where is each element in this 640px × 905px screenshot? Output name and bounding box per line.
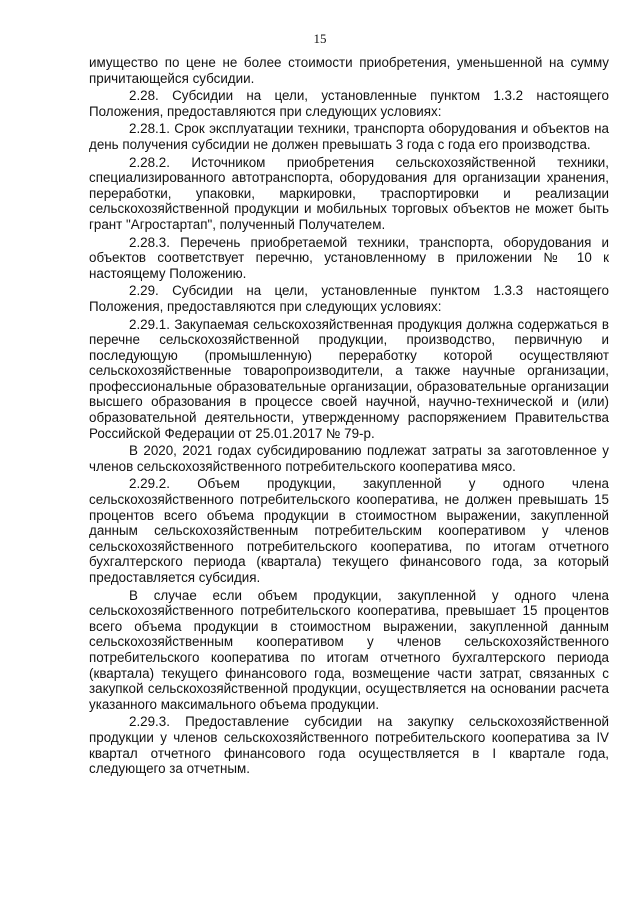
paragraph-2-28-1: 2.28.1. Срок эксплуатации техники, транспорта оборудования и объектов на день получения субсидии не должен превышать 3 года с года его производства. (89, 121, 609, 152)
paragraph-continuation: имущество по цене не более стоимости приобретения, уменьшенной на сумму причитающейся субсидии. (89, 55, 609, 86)
paragraph-excess-case: В случае если объем продукции, закупленной у одного члена сельскохозяйственного потребительского кооператива, превышает 15 процентов всего объема продукции в стоимостном выражении, закупленной данным сельскохозяйственным кооперативом у членов сельскохозяйственного потребительского кооператива по итогам отчетного бухгалтерского периода (квартала) текущего финансового года, возмещение части затрат, связанных с закупкой сельскохозяйственной продукции, осуществляется на основании расчета указанного максимального объема продукции. (89, 587, 609, 712)
paragraph-2-29-2: 2.29.2. Объем продукции, закупленной у одного члена сельскохозяйственного потребительского кооператива, не должен превышать 15 процентов всего объема продукции в стоимостном выражении, закупленной данным сельскохозяйственным потребительским кооперативом у членов сельскохозяйственного потребительского кооператива, по итогам отчетного бухгалтерского периода (квартала) текущего финансового года, за который предоставляется субсидия. (89, 476, 609, 585)
paragraph-2-28-2: 2.28.2. Источником приобретения сельскохозяйственной техники, специализированного автотранспорта, оборудования для организации хранения, переработки, упаковки, маркировки, траспортировки и реализации сельскохозяйственной продукции и мобильных торговых объектов не может быть грант "Агростартап", полученный Получателем. (89, 154, 609, 232)
paragraph-2-28: 2.28. Субсидии на цели, установленные пунктом 1.3.2 настоящего Положения, предоставляются при следующих условиях: (89, 88, 609, 119)
page-number: 15 (313, 31, 327, 46)
paragraph-2020-2021: В 2020, 2021 годах субсидированию подлежат затраты за заготовленное у членов сельскохозяйственного потребительского кооператива мясо. (89, 443, 609, 474)
paragraph-2-29: 2.29. Субсидии на цели, установленные пунктом 1.3.3 настоящего Положения, предоставляются при следующих условиях: (89, 283, 609, 314)
paragraph-2-28-3: 2.28.3. Перечень приобретаемой техники, транспорта, оборудования и объектов соответствует перечню, установленному в приложении № 10 к настоящему Положению. (89, 234, 609, 281)
paragraph-2-29-1: 2.29.1. Закупаемая сельскохозяйственная продукция должна содержаться в перечне сельскохозяйственной продукции, производство, первичную и последующую (промышленную) переработку которой осуществляют сельскохозяйственные товаропроизводители, а также научные организации, профессиональные образовательные организации, образовательные организации высшего образования в процессе своей научной, научно-технической и (или) образовательной деятельности, утвержденному распоряжением Правительства Российской Федерации от 25.01.2017 № 79-р. (89, 316, 609, 441)
document-body (89, 55, 609, 779)
paragraph-2-29-3: 2.29.3. Предоставление субсидии на закупку сельскохозяйственной продукции у членов сельскохозяйственного потребительского кооператива за IV квартал отчетного финансового года осуществляется в I квартале года, следующего за отчетным. (89, 714, 609, 777)
